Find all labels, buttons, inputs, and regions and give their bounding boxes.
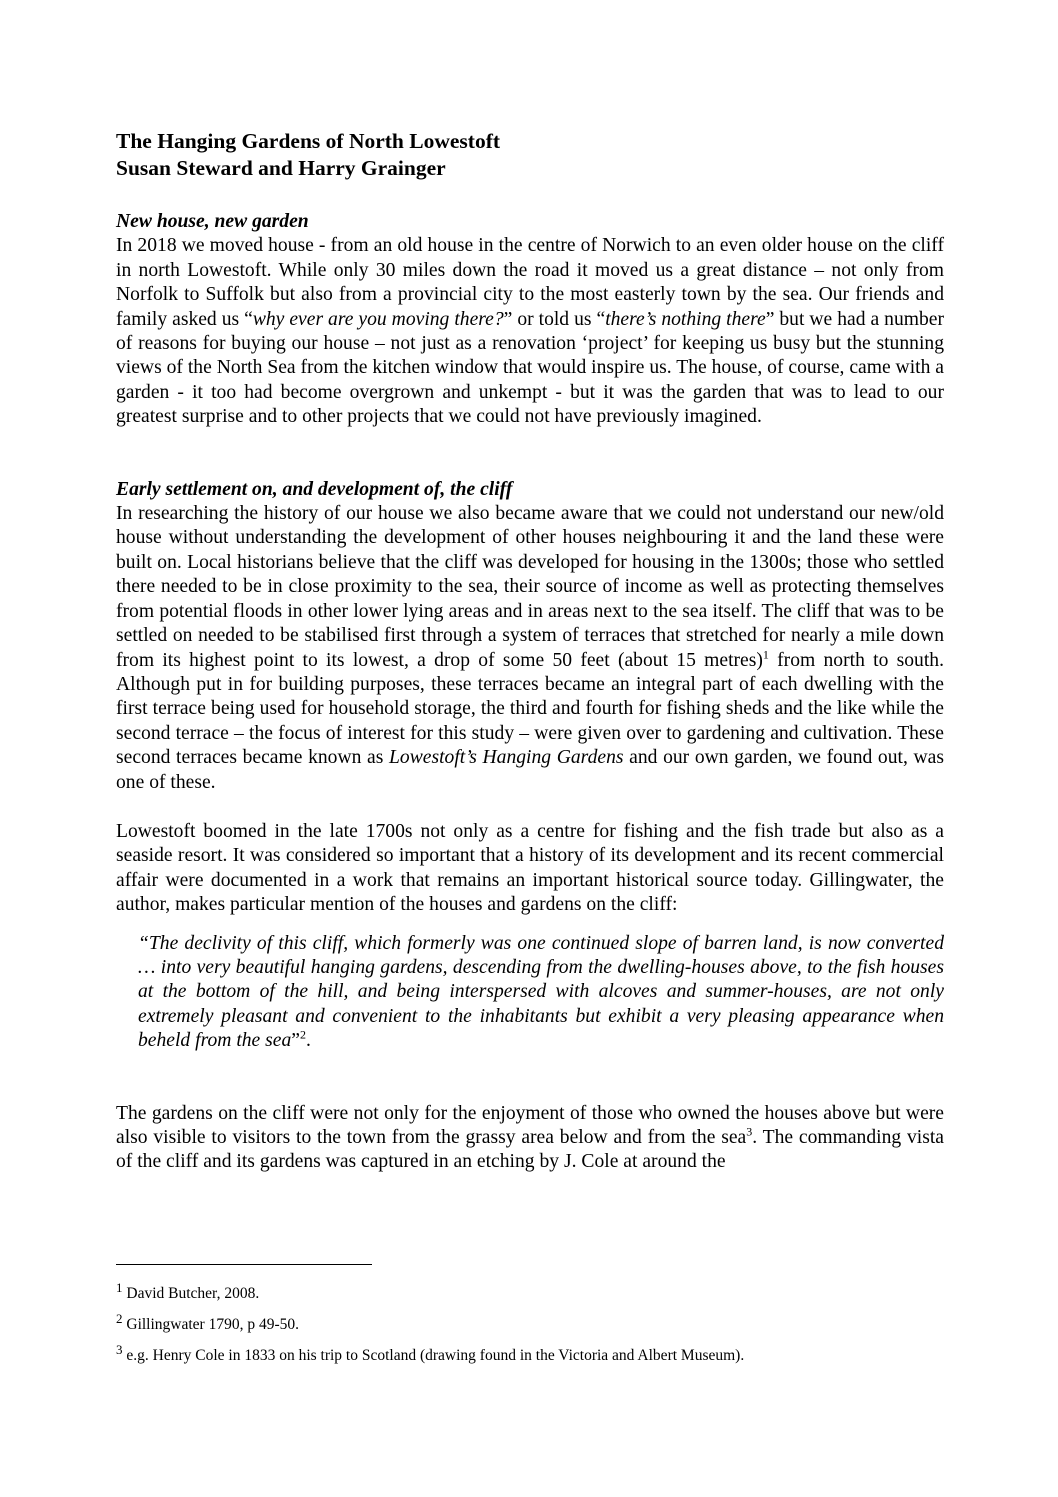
title-line-1: The Hanging Gardens of North Lowestoft xyxy=(116,129,501,153)
document-body xyxy=(116,128,944,1175)
footnote-ref-2[interactable]: 2 xyxy=(299,1027,306,1042)
paragraph-new-house: In 2018 we moved house - from an old house in the centre of Norwich to an even older house on the cliff in north Lowestoft. While only 30 miles down the road it moved us a great distance – not only from Norfolk to Suffolk but also from a provincial city to the most easterly town by the sea. Our friends and family asked us “why ever are you moving there?” or told us “there’s nothing there” but we had a number of reasons for buying our house – not just as a renovation ‘project’ for keeping us busy but the stunning views of the North Sea from the kitchen window that would inspire us. The house, of course, came with a garden - it too had become overgrown and unkempt - but it was the garden that was to lead to our greatest surprise and to other projects that we could not have previously imagined. xyxy=(116,235,944,428)
footnote-ref-1[interactable]: 1 xyxy=(762,646,769,661)
paragraph-early-settlement: In researching the history of our house we also became aware that we could not understand our new/old house without understanding the development of other houses neighbouring it and the land these were built on. Local historians believe that the cliff was developed for housing in the 1300s; those who settled there needed to be in close proximity to the sea, their source of income as well as protecting themselves from potential floods in other lower lying areas and in areas next to the sea itself. The cliff that was to be settled on needed to be stabilised first through a system of terraces that stretched for nearly a mile down from its highest point to its lowest, a drop of some 50 feet (about 15 metres)$^1$ from north to south. Although put in for building purposes, these terraces became an integral part of each dwelling with the first terrace being used for household storage, the third and fourth for fishing sheds and the like while the second terrace – the focus of interest for this study – were given over to gardening and cultivation. These second terraces became known as Lowestoft’s Hanging Gardens and our own garden, we found out, was one of these. xyxy=(116,503,944,793)
section-heading-early-settlement: Early settlement on, and development of, the cliff xyxy=(116,478,513,500)
footnotes xyxy=(116,1279,956,1377)
paragraph-gardens-visibility: The gardens on the cliff were not only for the enjoyment of those who owned the houses above but were also visible to visitors to the town from the grassy area below and from the sea$^3$. The commanding vista of the cliff and its gardens was captured in an etching by J. Cole at around the xyxy=(116,1102,945,1173)
footnote-divider xyxy=(116,1264,372,1265)
footnote-ref-3[interactable]: 3 xyxy=(746,1124,753,1139)
footnote-1: $^1$ David Butcher, 2008. xyxy=(116,1279,260,1302)
gillingwater-quote: “The declivity of this cliff, which formerly was one continued slope of barren land, is now converted … into very beautiful hanging gardens, descending from the dwelling-houses above, to the fish houses at the bottom of the hill, and being interspersed with alcoves and summer-houses, are not only extremely pleasant and convenient to the inhabitants but exhibit a very pleasing appearance when beheld from the sea”$^2$. xyxy=(138,932,944,1052)
footnote-3: $^3$ e.g. Henry Cole in 1833 on his trip to Scotland (drawing found in the Victoria and Albert Museum). xyxy=(116,1341,745,1364)
document-title xyxy=(116,128,944,182)
section-heading-new-house: New house, new garden xyxy=(116,211,309,232)
footnote-2: $^2$ Gillingwater 1790, p 49-50. xyxy=(116,1310,300,1333)
title-line-2-authors: Susan Steward and Harry Grainger xyxy=(116,156,446,180)
paragraph-lowestoft-boom: Lowestoft boomed in the late 1700s not only as a centre for fishing and the fish trade but also as a seaside resort. It was considered so important that a history of its development and its recent commercial affair were documented in a work that remains an important historical source today. Gillingwater, the author, makes particular mention of the houses and gardens on the cliff: xyxy=(116,820,944,916)
